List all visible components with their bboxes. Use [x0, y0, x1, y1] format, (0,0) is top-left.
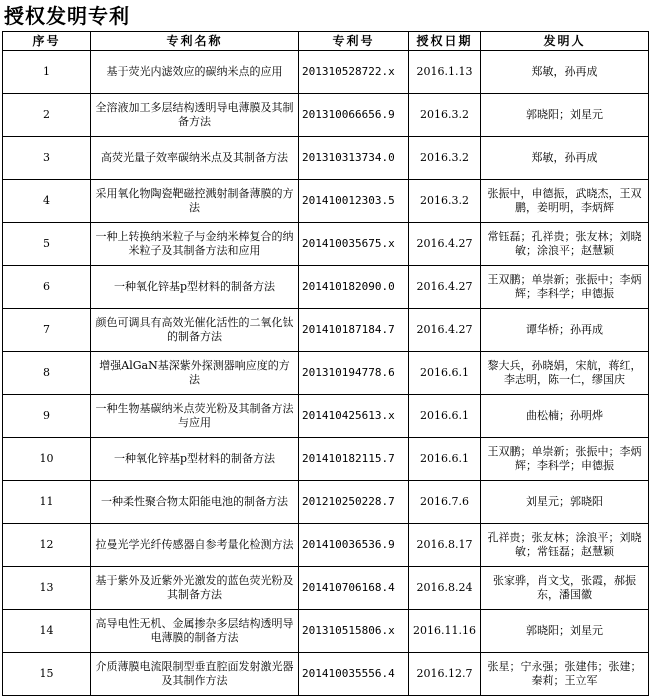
- patent-table: [2, 31, 649, 696]
- cell-grant-date: 2016.4.27: [409, 309, 481, 352]
- cell-patent-number: 201410187184.7: [299, 309, 409, 352]
- cell-seq: 15: [3, 653, 91, 696]
- cell-patent-name: 一种氧化锌基p型材料的制备方法: [91, 266, 299, 309]
- cell-patent-number: 201310066656.9: [299, 94, 409, 137]
- cell-patent-name: 一种柔性聚合物太阳能电池的制备方法: [91, 481, 299, 524]
- cell-patent-number: 201410182090.0: [299, 266, 409, 309]
- cell-seq: 6: [3, 266, 91, 309]
- cell-inventors: 曲松楠；孙明烨: [481, 395, 649, 438]
- cell-patent-number: 201210250228.7: [299, 481, 409, 524]
- cell-seq: 3: [3, 137, 91, 180]
- cell-patent-name: 高导电性无机、金属掺杂多层结构透明导电薄膜的制备方法: [91, 610, 299, 653]
- column-header-number: 专利号: [299, 32, 409, 51]
- cell-patent-name: 全溶液加工多层结构透明导电薄膜及其制备方法: [91, 94, 299, 137]
- cell-inventors: 王双鹏；单崇新；张振中；李炳辉；李科学；申德振: [481, 438, 649, 481]
- cell-inventors: 郭晓阳；刘星元: [481, 94, 649, 137]
- cell-grant-date: 2016.3.2: [409, 137, 481, 180]
- cell-seq: 13: [3, 567, 91, 610]
- cell-patent-number: 201310313734.0: [299, 137, 409, 180]
- cell-seq: 8: [3, 352, 91, 395]
- cell-patent-name: 一种生物基碳纳米点荧光粉及其制备方法与应用: [91, 395, 299, 438]
- cell-inventors: 常钰磊；孔祥贵；张友林；刘晓敏；涂浪平；赵慧颖: [481, 223, 649, 266]
- cell-patent-name: 增强AlGaN基深紫外探测器响应度的方法: [91, 352, 299, 395]
- cell-seq: 9: [3, 395, 91, 438]
- table-body: [3, 51, 649, 696]
- cell-patent-number: 201410035675.x: [299, 223, 409, 266]
- cell-patent-number: 201410706168.4: [299, 567, 409, 610]
- cell-patent-name: 拉曼光学光纤传感器自参考量化检测方法: [91, 524, 299, 567]
- table-row: [3, 266, 649, 309]
- cell-grant-date: 2016.4.27: [409, 266, 481, 309]
- cell-patent-name: 采用氧化物陶瓷靶磁控溅射制备薄膜的方法: [91, 180, 299, 223]
- cell-patent-name: 基于荧光内滤效应的碳纳米点的应用: [91, 51, 299, 94]
- cell-inventors: 郑敏，孙再成: [481, 137, 649, 180]
- table-row: [3, 94, 649, 137]
- table-row: [3, 352, 649, 395]
- column-header-date: 授权日期: [409, 32, 481, 51]
- cell-grant-date: 2016.4.27: [409, 223, 481, 266]
- cell-patent-name: 一种氧化锌基p型材料的制备方法: [91, 438, 299, 481]
- table-row: [3, 481, 649, 524]
- cell-seq: 14: [3, 610, 91, 653]
- cell-inventors: 张星；宁永强；张建伟；张建；秦莉；王立军: [481, 653, 649, 696]
- cell-seq: 4: [3, 180, 91, 223]
- cell-grant-date: 2016.8.24: [409, 567, 481, 610]
- cell-patent-name: 高荧光量子效率碳纳米点及其制备方法: [91, 137, 299, 180]
- cell-inventors: 谭华桥；孙再成: [481, 309, 649, 352]
- cell-inventors: 张家骅，肖文戈，张霞，郝振东，潘国徽: [481, 567, 649, 610]
- cell-grant-date: 2016.7.6: [409, 481, 481, 524]
- table-row: [3, 137, 649, 180]
- cell-patent-number: 201410035556.4: [299, 653, 409, 696]
- page-title: 授权发明专利: [4, 4, 130, 28]
- cell-seq: 10: [3, 438, 91, 481]
- column-header-seq: 序号: [3, 32, 91, 51]
- cell-patent-number: 201310515806.x: [299, 610, 409, 653]
- table-row: [3, 223, 649, 266]
- cell-patent-number: 201410425613.x: [299, 395, 409, 438]
- cell-seq: 2: [3, 94, 91, 137]
- cell-inventors: 郑敏，孙再成: [481, 51, 649, 94]
- cell-seq: 11: [3, 481, 91, 524]
- column-header-name: 专利名称: [91, 32, 299, 51]
- cell-inventors: 孔祥贵；张友林；涂浪平；刘晓敏；常钰磊；赵慧颖: [481, 524, 649, 567]
- cell-inventors: 刘星元；郭晓阳: [481, 481, 649, 524]
- cell-grant-date: 2016.12.7: [409, 653, 481, 696]
- cell-patent-number: 201410182115.7: [299, 438, 409, 481]
- table-row: [3, 524, 649, 567]
- column-header-inventors: 发明人: [481, 32, 649, 51]
- cell-grant-date: 2016.6.1: [409, 352, 481, 395]
- cell-seq: 7: [3, 309, 91, 352]
- cell-patent-number: 201410036536.9: [299, 524, 409, 567]
- cell-grant-date: 2016.6.1: [409, 438, 481, 481]
- cell-seq: 12: [3, 524, 91, 567]
- cell-inventors: 黎大兵，孙晓娟，宋航，蒋红，李志明，陈一仁，缪国庆: [481, 352, 649, 395]
- table-row: [3, 51, 649, 94]
- table-header-row: [3, 32, 649, 51]
- cell-grant-date: 2016.11.16: [409, 610, 481, 653]
- cell-grant-date: 2016.3.2: [409, 180, 481, 223]
- table-row: [3, 653, 649, 696]
- cell-patent-number: 201310528722.x: [299, 51, 409, 94]
- cell-patent-name: 颜色可调具有高效光催化活性的二氧化钛的制备方法: [91, 309, 299, 352]
- cell-patent-number: 201410012303.5: [299, 180, 409, 223]
- cell-grant-date: 2016.8.17: [409, 524, 481, 567]
- table-row: [3, 438, 649, 481]
- cell-patent-name: 介质薄膜电流限制型垂直腔面发射激光器及其制作方法: [91, 653, 299, 696]
- cell-grant-date: 2016.6.1: [409, 395, 481, 438]
- cell-patent-number: 201310194778.6: [299, 352, 409, 395]
- table-row: [3, 610, 649, 653]
- cell-patent-name: 一种上转换纳米粒子与金纳米棒复合的纳米粒子及其制备方法和应用: [91, 223, 299, 266]
- cell-patent-name: 基于紫外及近紫外光激发的蓝色荧光粉及其制备方法: [91, 567, 299, 610]
- cell-inventors: 王双鹏；单崇新；张振中；李炳辉；李科学；申德振: [481, 266, 649, 309]
- cell-seq: 1: [3, 51, 91, 94]
- table-row: [3, 395, 649, 438]
- cell-inventors: 张振中，申德振，武晓杰，王双鹏，姜明明，李炳辉: [481, 180, 649, 223]
- cell-grant-date: 2016.3.2: [409, 94, 481, 137]
- cell-inventors: 郭晓阳；刘星元: [481, 610, 649, 653]
- cell-seq: 5: [3, 223, 91, 266]
- cell-grant-date: 2016.1.13: [409, 51, 481, 94]
- table-row: [3, 309, 649, 352]
- table-row: [3, 180, 649, 223]
- table-row: [3, 567, 649, 610]
